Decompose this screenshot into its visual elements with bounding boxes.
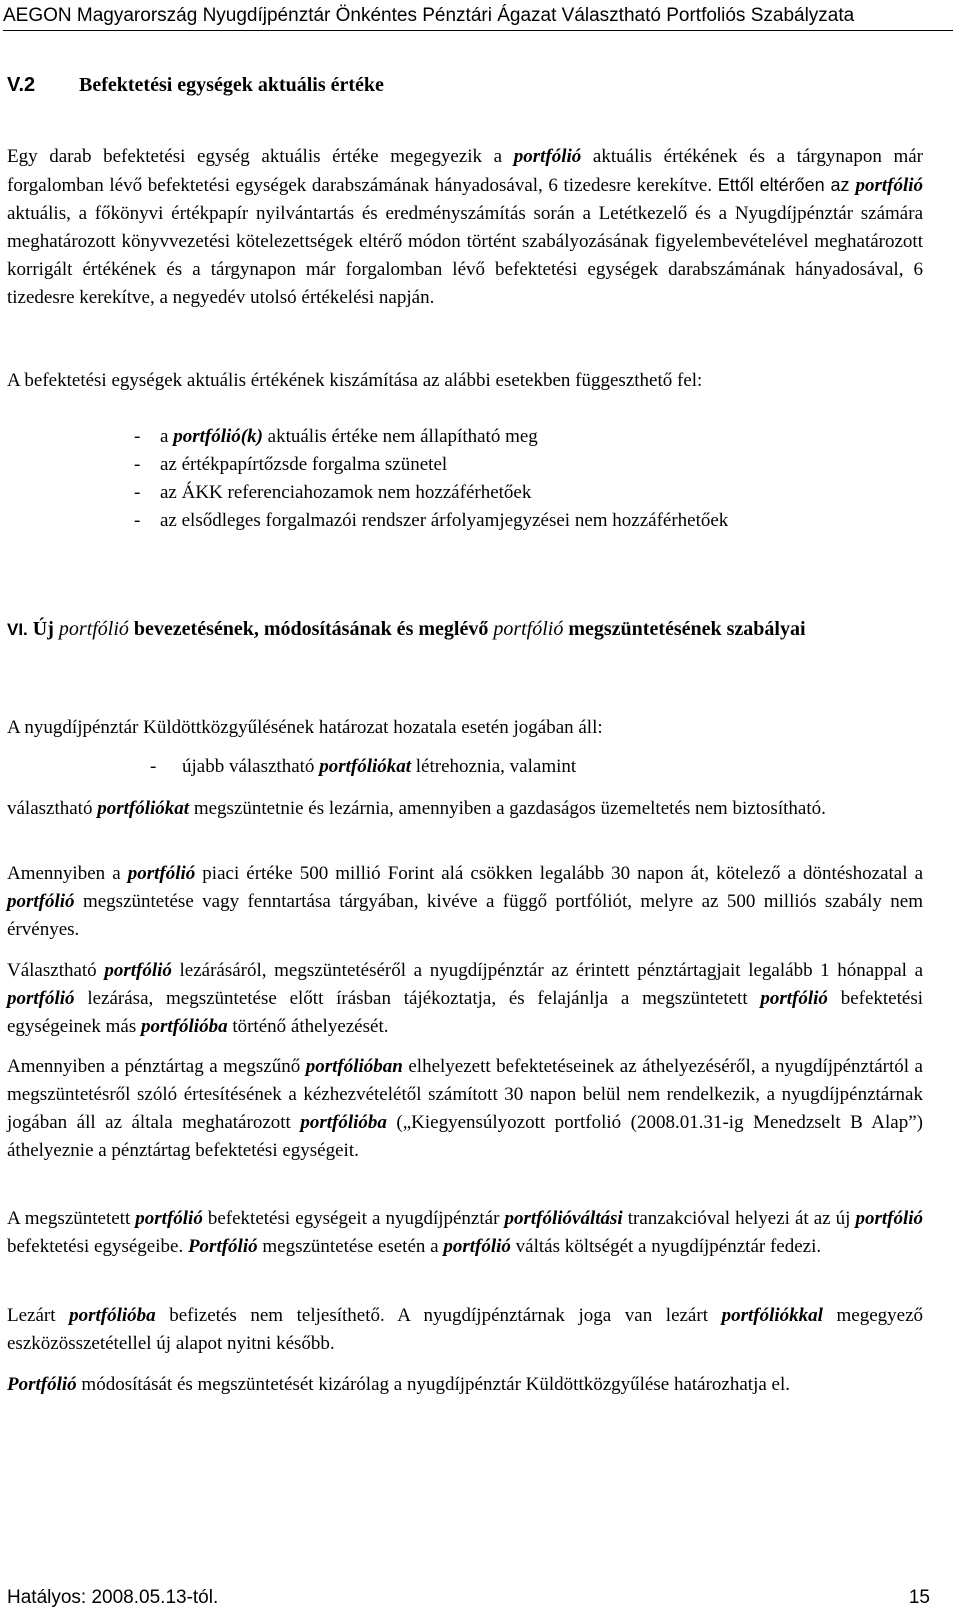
effective-date: Hatályos: 2008.05.13-tól. [7,1587,219,1608]
paragraph-rights: A nyugdíjpénztár Küldöttközgyűlésének határozat hozatala esetén jogában áll: [7,717,603,738]
page-number: 15 [908,1587,930,1608]
paragraph-unit-value: Egy darab befektetési egység aktuális értéke megegyezik a portfólió aktuális értékének és a tárgynapon már forgalomban lévő befektetési egységek darabszámának hányadosával, 6 tizedesre kerekítve. Ettől eltérően az portfólió aktuális, a főkönyvi értékpapír nyilvántartás és eredményszámítás során a Letétkezelő és a Nyugdíjpénztár számára meghatározott könyvvezetési kötelezettségek eltérő módon történt szabályozásának figyelembevételével meghatározott korrigált értékének és a tárgynapon már forgalomban lévő befektetési egységek darabszámának hányadosával, 6 tizedesre kerekítve, a negyedév utolsó értékelési napján. [7,146,923,308]
paragraph-market-value: Amennyiben a portfólió piaci értéke 500 millió Forint alá csökken legalább 30 napon át, kötelező a döntéshozatal a portfólió megszüntetése vagy fenntartása tárgyában, kivéve a függő portfóliót, melyre az 500 milliós szabály nem érvényes. [7,863,923,940]
section-title: Befektetési egységek aktuális értéke [79,74,384,96]
list-item: - a portfólió(k) aktuális értéke nem állapítható meg [134,426,538,447]
list-item: - az ÁKK referenciahozamok nem hozzáférhetőek [134,482,532,503]
paragraph-modification: Portfólió módosítását és megszüntetését kizárólag a nyugdíjpénztár Küldöttközgyűlése határozhatja el. [7,1374,790,1395]
section-number: V.2 [7,74,36,96]
paragraph-transfer: Amennyiben a pénztártag a megszűnő portfólióban elhelyezett befektetéseinek az áthelyezéséről, a nyugdíjpénztártól a megszüntetésről szóló értesítésének a kézhezvételétől számított 30 napon belül nem rendelkezik, a nyugdíjpénztárnak jogában áll az általa meghatározott portfólióba („Kiegyensúlyozott portfolió (2008.01.31-ig Menedzselt B Alap”) áthelyeznie a pénztártag befektetési egységeit. [7,1056,923,1161]
list-item: - az értékpapírtőzsde forgalma szünetel [134,454,448,475]
paragraph-closed-portfolio: Lezárt portfólióba befizetés nem teljesíthető. A nyugdíjpénztárnak joga van lezárt portfóliókkal megegyező eszközösszetétellel új alapot nyitni később. [7,1305,923,1354]
section-heading-v2 [7,74,384,97]
paragraph-notification: Választható portfólió lezárásáról, megszüntetéséről a nyugdíjpénztár az érintett pénztártagjait legalább 1 hónappal a portfólió lezárása, megszüntetése előtt írásban tájékoztatja, és felajánlja a megszüntetett portfólió befektetési egységeinek más portfólióba történő áthelyezését. [7,960,924,1037]
list-item: - újabb választható portfóliókat létrehoznia, valamint [150,756,577,777]
paragraph-close-portfolio: választható portfóliókat megszüntetnie és lezárnia, amennyiben a gazdaságos üzemeltetés nem biztosítható. [7,798,826,819]
list-item: - az elsődleges forgalmazói rendszer árfolyamjegyzései nem hozzáférhetőek [134,510,729,531]
paragraph-switch: A megszüntetett portfólió befektetési egységeit a nyugdíjpénztár portfólióváltási tranzakcióval helyezi át az új portfólió befektetési egységeibe. Portfólió megszüntetése esetén a portfólió váltás költségét a nyugdíjpénztár fedezi. [7,1208,924,1257]
section-heading-vi: VI. Új portfólió bevezetésének, módosításának és meglévő portfólió megszüntetésének szabályai [7,618,806,640]
page-header: AEGON Magyarország Nyugdíjpénztár Önkéntes Pénztári Ágazat Választható Portfoliós Szabályzata [3,2,953,31]
paragraph-suspension: A befektetési egységek aktuális értékének kiszámítása az alábbi esetekben függeszthető fel: [7,370,703,391]
